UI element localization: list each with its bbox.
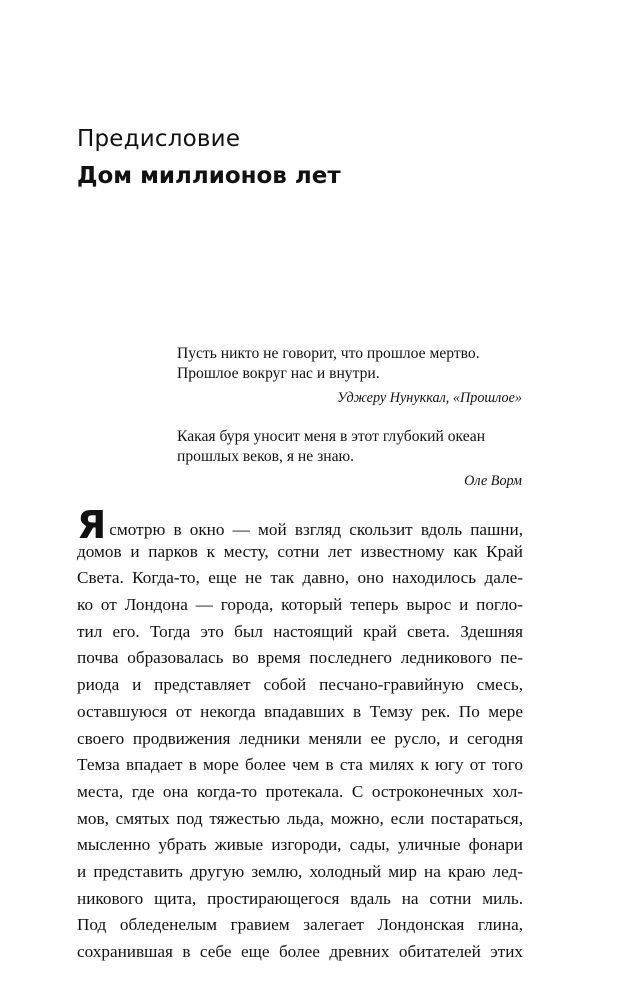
epigraph-line: Прошлое вокруг нас и внутри. [177, 365, 380, 382]
epigraph-line: Какая буря уносит меня в этот глубокий океан [177, 428, 486, 445]
body-line: Темза впадает в море более чем в ста милях к югу от того [77, 755, 523, 775]
body-line [77, 503, 523, 547]
body-line: Света. Когда-то, еще не так давно, оно находилось дале- [77, 568, 523, 588]
body-line: домов и парков к месту, сотни лет известному как Край [77, 541, 523, 561]
body-line: никового щита, простирающегося вдаль на сотни миль. [77, 888, 523, 908]
epigraph [177, 344, 522, 408]
epigraph-quote [177, 427, 522, 467]
epigraph-attribution: Оле Ворм [464, 473, 522, 489]
body-line: почва образовалась во время последнего ледникового пе- [77, 648, 523, 668]
chapter-label: Предисловие [77, 126, 241, 152]
body-line: сохранившая в себе еще более древних обитателей этих [77, 942, 523, 961]
body-line: оставшуюся от некогда впадавших в Темзу рек. По мере [77, 701, 523, 721]
body-line: мов, смятых под тяжестью льда, можно, если постараться, [77, 808, 523, 828]
body-line: мысленно убрать живые изгороди, сады, уличные фонари [77, 835, 523, 855]
body-line: риода и представляет собой песчано-гравийную смесь, [77, 675, 523, 695]
body-line: ко от Лондона — города, который теперь вырос и погло- [77, 595, 523, 615]
epigraph-line: Пусть никто не говорит, что прошлое мертво. [177, 345, 480, 362]
chapter-title: Дом миллионов лет [77, 163, 341, 189]
body-line: своего продвижения ледники меняли ее русло, и сегодня [77, 728, 523, 748]
body-line: места, где она когда-то протекала. С остроконечных хол- [77, 781, 523, 801]
epigraph-quote [177, 344, 522, 384]
epigraph-attribution: Уджеру Нунуккал, «Прошлое» [337, 390, 522, 406]
epigraph [177, 427, 522, 491]
body-text [77, 503, 523, 966]
body-line: и представить другую землю, холодный мир на краю лед- [77, 861, 523, 881]
body-line: тил его. Тогда это был настоящий край света. Здешняя [77, 621, 523, 641]
drop-cap: Я [77, 503, 107, 547]
first-line-text: смотрю в окно — мой взгляд скользит вдоль пашни, [109, 520, 523, 539]
epigraph-line: прошлых веков, я не знаю. [177, 448, 355, 465]
body-line: Под обледенелым гравием залегает Лондонская глина, [77, 915, 523, 935]
